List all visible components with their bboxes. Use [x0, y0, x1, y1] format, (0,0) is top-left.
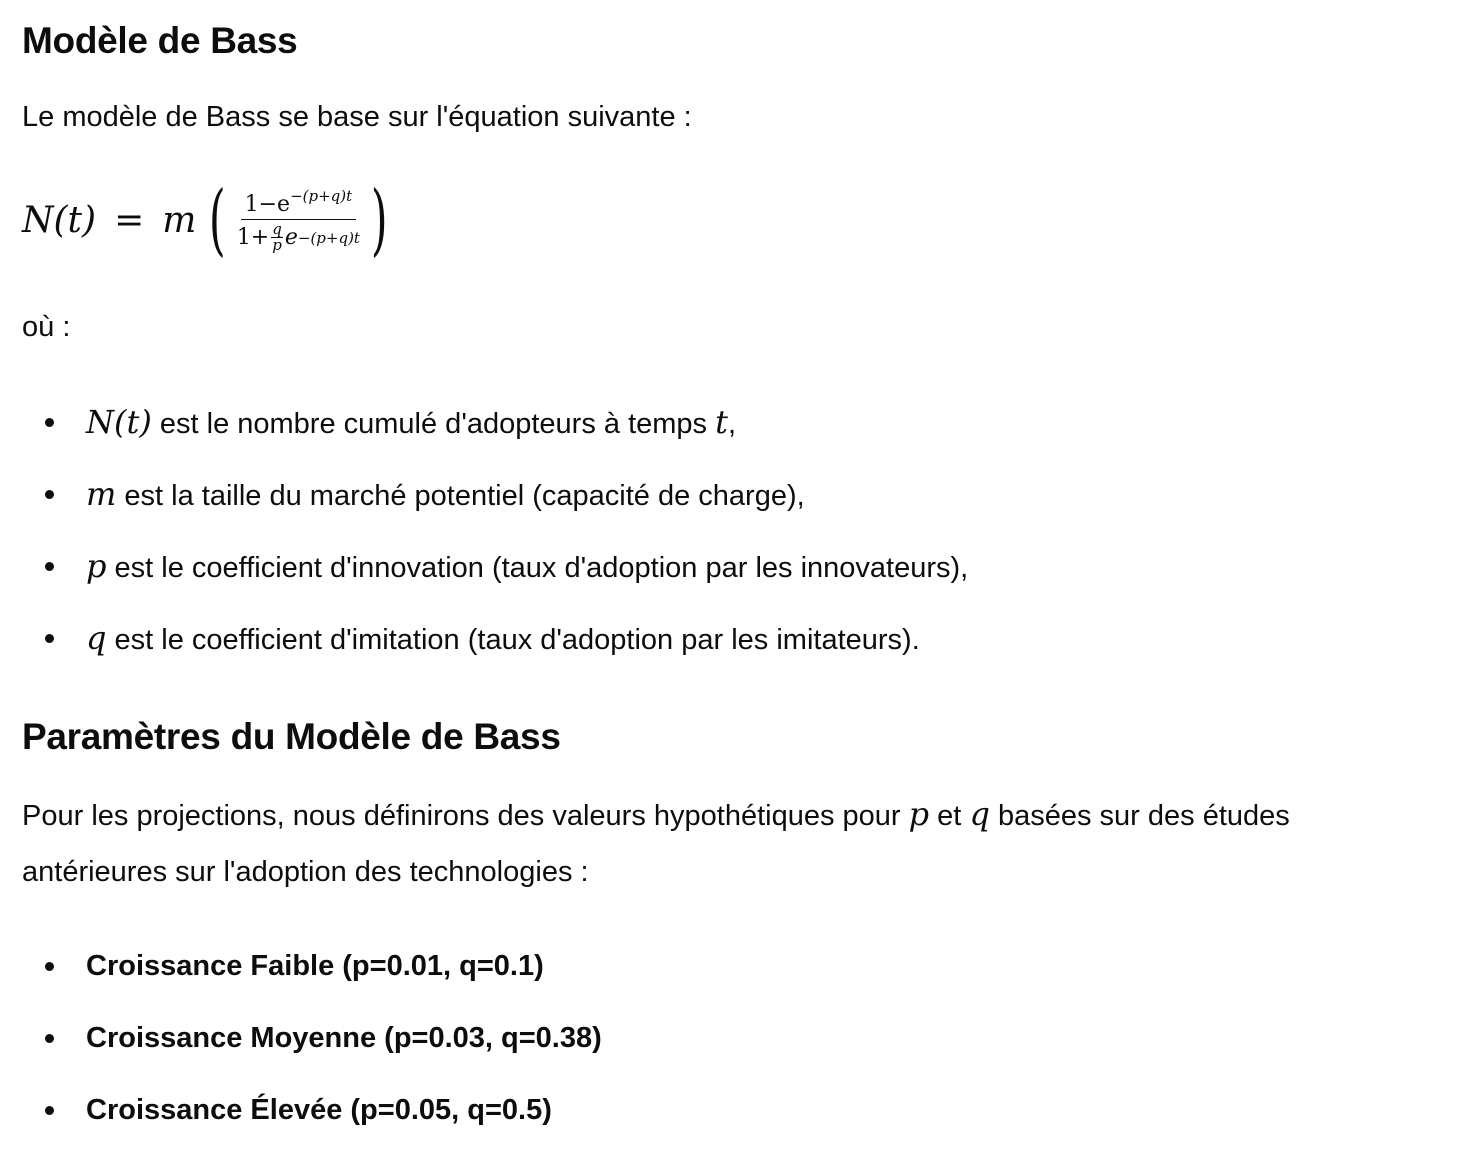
list-item: [22, 458, 1442, 530]
paragraph-text: basées sur des études antérieures sur l'adoption des technologies :: [22, 800, 1290, 888]
denominator-one: 1+: [236, 225, 270, 250]
definitions-list: [22, 386, 1442, 674]
formula-lhs: N(t): [22, 199, 97, 241]
definition-text: est le coefficient d'imitation (taux d'adoption par les imitateurs).: [106, 624, 920, 656]
numerator-exponent: −(p+q)t: [290, 187, 353, 205]
formula-numerator: [241, 187, 357, 220]
symbol: m: [86, 475, 117, 513]
section-title-bass-model: Modèle de Bass: [22, 20, 298, 61]
denominator-base: e: [284, 225, 298, 250]
numerator-base: 1−e: [244, 192, 291, 217]
definition-tail: ,: [727, 408, 737, 440]
bass-equation: [22, 175, 388, 265]
symbol: t: [715, 403, 728, 441]
where-label: où :: [22, 311, 71, 343]
symbol: q: [969, 795, 990, 833]
symbol: p: [908, 795, 930, 833]
denominator-exponent: −(p+q)t: [297, 228, 360, 247]
mini-fraction-den: p: [272, 236, 282, 254]
symbol: p: [86, 547, 107, 585]
intro-paragraph: Le modèle de Bass se base sur l'équation suivante :: [22, 101, 692, 133]
definition-text: est la taille du marché potentiel (capacité de charge),: [116, 480, 805, 512]
denominator-q-over-p: [271, 222, 283, 253]
formula-equals: =: [114, 199, 145, 241]
formula-fraction: [233, 187, 364, 253]
formula-denominator: [233, 220, 364, 253]
list-item: Croissance Élevée (p=0.05, q=0.5): [22, 1074, 1442, 1146]
list-item: Croissance Faible (p=0.01, q=0.1): [22, 930, 1442, 1002]
formula-close-paren: ): [370, 175, 388, 265]
mini-fraction-num: q: [272, 220, 282, 238]
definition-text: est le nombre cumulé d'adopteurs à temps: [151, 408, 716, 440]
section-title-parameters: Paramètres du Modèle de Bass: [22, 716, 561, 757]
list-item: Croissance Moyenne (p=0.03, q=0.38): [22, 1002, 1442, 1074]
definition-text: est le coefficient d'innovation (taux d'adoption par les innovateurs),: [106, 552, 969, 584]
formula-open-paren: (: [209, 175, 226, 265]
scenarios-list: [22, 930, 1442, 1146]
symbol: N(t): [86, 403, 152, 441]
list-item: [22, 530, 1442, 602]
paragraph-text: Pour les projections, nous définirons des valeurs hypothétiques pour: [22, 800, 909, 832]
formula-m: m: [162, 199, 197, 241]
list-item: [22, 386, 1442, 458]
paragraph-text: et: [929, 800, 970, 832]
parameters-paragraph: [22, 786, 1442, 900]
list-item: [22, 602, 1442, 674]
symbol: q: [86, 619, 107, 657]
